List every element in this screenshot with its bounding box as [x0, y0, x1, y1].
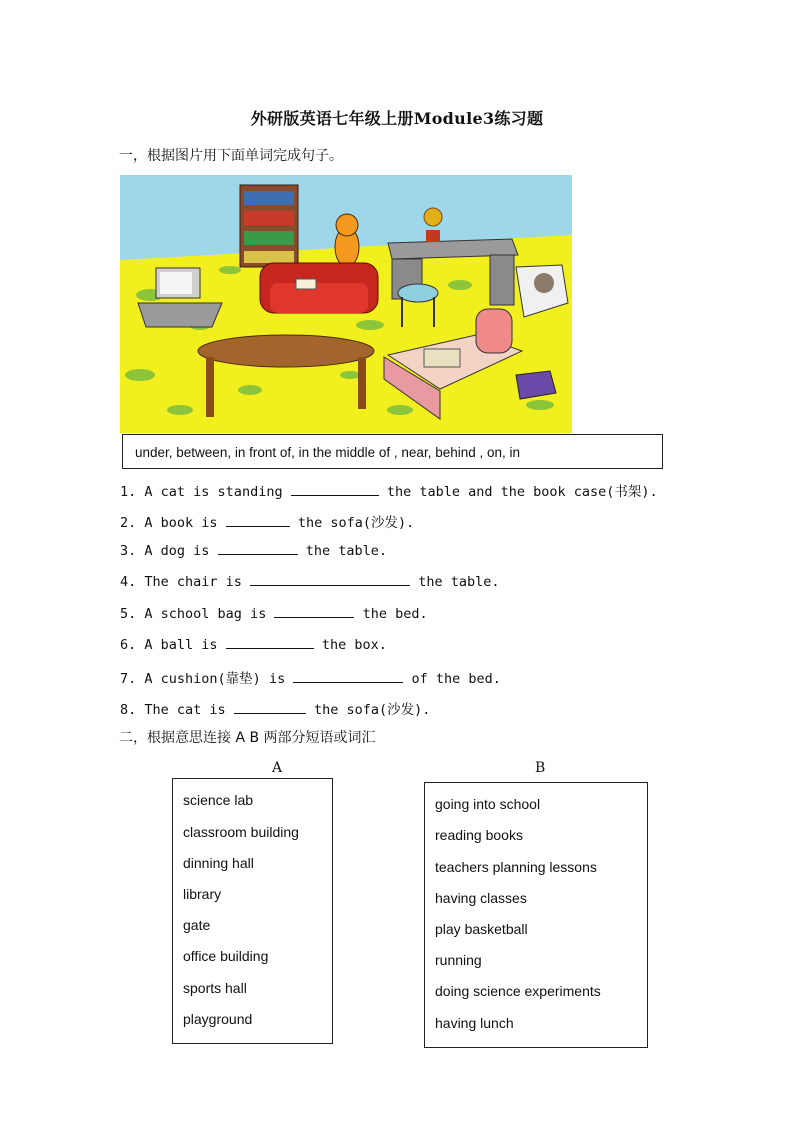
list-item: library — [183, 886, 222, 902]
list-item: reading books — [435, 827, 523, 843]
answer-blank[interactable] — [234, 701, 306, 714]
list-item: dinning hall — [183, 855, 254, 871]
answer-blank[interactable] — [250, 573, 410, 586]
sofa-icon — [260, 263, 378, 313]
list-item: play basketball — [435, 921, 528, 937]
list-item: having classes — [435, 890, 527, 906]
sentence-5: 5. A school bag is the bed. — [120, 606, 428, 622]
column-a-label: A — [272, 760, 283, 776]
room-illustration — [120, 175, 572, 433]
list-item: office building — [183, 948, 269, 964]
list-item: having lunch — [435, 1015, 514, 1031]
list-item: classroom building — [183, 824, 299, 840]
sentence-6: 6. A ball is the box. — [120, 637, 387, 653]
answer-blank[interactable] — [226, 514, 290, 527]
section-1-heading: 一，根据图片用下面单词完成句子。 — [119, 148, 343, 164]
sentence-8: 8. The cat is the sofa(沙发). — [120, 702, 431, 718]
page-title: 外研版英语七年级上册Module3练习题 — [250, 109, 544, 128]
list-item: teachers planning lessons — [435, 859, 597, 875]
answer-blank[interactable] — [293, 670, 403, 683]
list-item: sports hall — [183, 980, 247, 996]
sentence-2: 2. A book is the sofa(沙发). — [120, 515, 415, 531]
answer-blank[interactable] — [274, 605, 354, 618]
column-b-list — [424, 782, 648, 1048]
sentence-7: 7. A cushion(靠垫) is of the bed. — [120, 671, 501, 687]
sentence-4: 4. The chair is the table. — [120, 574, 500, 590]
column-a-list — [172, 778, 333, 1044]
list-item: running — [435, 952, 482, 968]
sentence-1: 1. A cat is standing the table and the book case(书架). — [120, 484, 658, 500]
column-b-label: B — [535, 760, 546, 776]
list-item: science lab — [183, 792, 254, 808]
word-bank: under, between, in front of, in the middle of , near, behind , on, in — [122, 434, 663, 469]
answer-blank[interactable] — [218, 542, 298, 555]
answer-blank[interactable] — [226, 636, 314, 649]
list-item: going into school — [435, 796, 541, 812]
cat-icon — [335, 214, 359, 267]
answer-blank[interactable] — [291, 483, 379, 496]
list-item: playground — [183, 1011, 253, 1027]
sentence-3: 3. A dog is the table. — [120, 543, 387, 559]
list-item: gate — [183, 917, 211, 933]
bookcase-icon — [240, 185, 298, 267]
list-item: doing science experiments — [435, 983, 601, 999]
section-2-heading: 二，根据意思连接 A B 两部分短语或词汇 — [119, 730, 376, 746]
